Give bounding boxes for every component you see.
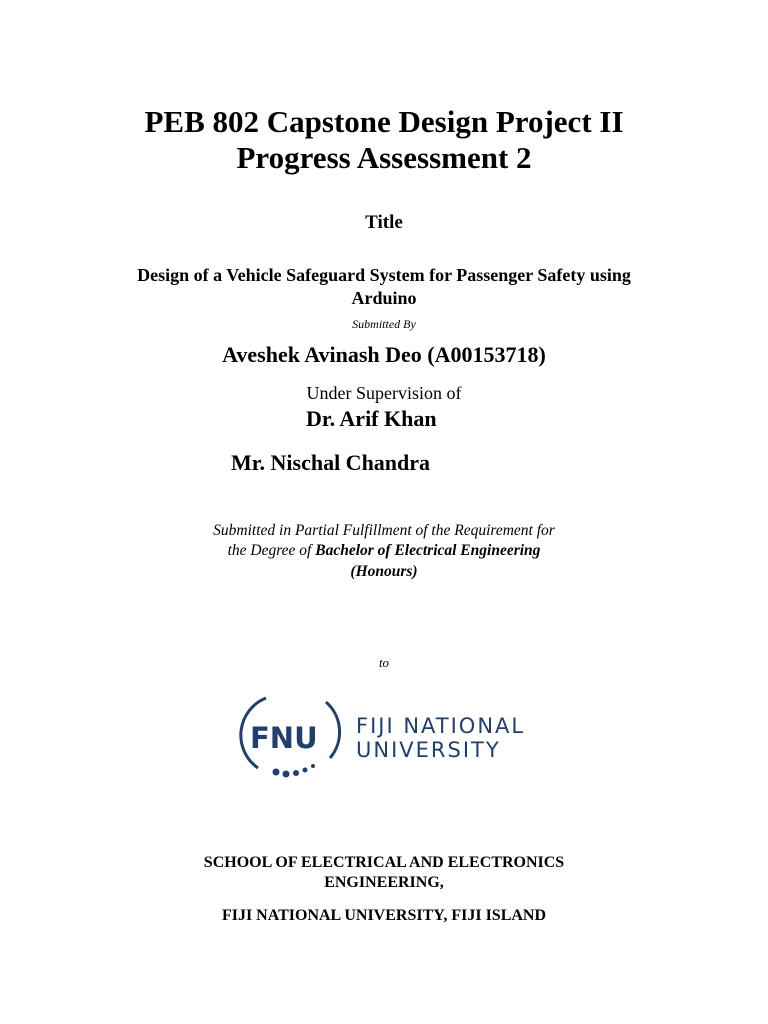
emblem-monogram: FNU bbox=[250, 721, 318, 755]
document-heading-line1: PEB 802 Capstone Design Project II bbox=[144, 104, 624, 139]
author-name: Aveshek Avinash Deo (A00153718) bbox=[222, 342, 546, 367]
fnu-logo bbox=[236, 690, 546, 782]
title-label: Title bbox=[365, 212, 403, 233]
emblem-arc-right bbox=[326, 702, 340, 758]
fulfillment-line2-prefix: the Degree of bbox=[227, 542, 316, 559]
school-line1: SCHOOL OF ELECTRICAL AND ELECTRONICS bbox=[203, 854, 565, 871]
supervision-label: Under Supervision of bbox=[306, 383, 462, 403]
emblem-dot bbox=[311, 764, 315, 768]
fulfillment-line1: Submitted in Partial Fulfillment of the Requirement for bbox=[213, 522, 555, 539]
school-line2: ENGINEERING, bbox=[324, 874, 444, 891]
emblem-dot bbox=[273, 769, 280, 776]
emblem-dot bbox=[303, 768, 308, 773]
school-line3: FIJI NATIONAL UNIVERSITY, FIJI ISLAND bbox=[221, 907, 547, 924]
project-title-line1: Design of a Vehicle Safeguard System for Passenger Safety using bbox=[137, 265, 631, 285]
logo-name-line1: FIJI NATIONAL bbox=[356, 714, 526, 738]
emblem-dot bbox=[283, 771, 290, 778]
project-title-line2: Arduino bbox=[351, 288, 417, 308]
honours-label: (Honours) bbox=[350, 563, 418, 580]
supervisor-1: Dr. Arif Khan bbox=[306, 406, 437, 431]
logo-name-line2: UNIVERSITY bbox=[356, 738, 501, 762]
to-label: to bbox=[378, 655, 390, 670]
fulfillment-line2 bbox=[0, 541, 768, 561]
document-heading-line2: Progress Assessment 2 bbox=[236, 140, 532, 175]
emblem-dot bbox=[293, 770, 299, 776]
supervisor-2: Mr. Nischal Chandra bbox=[231, 450, 431, 475]
submitted-by-label: Submitted By bbox=[352, 317, 416, 331]
fnu-logo-emblem bbox=[236, 690, 346, 782]
degree-name: Bachelor of Electrical Engineering bbox=[315, 542, 541, 559]
